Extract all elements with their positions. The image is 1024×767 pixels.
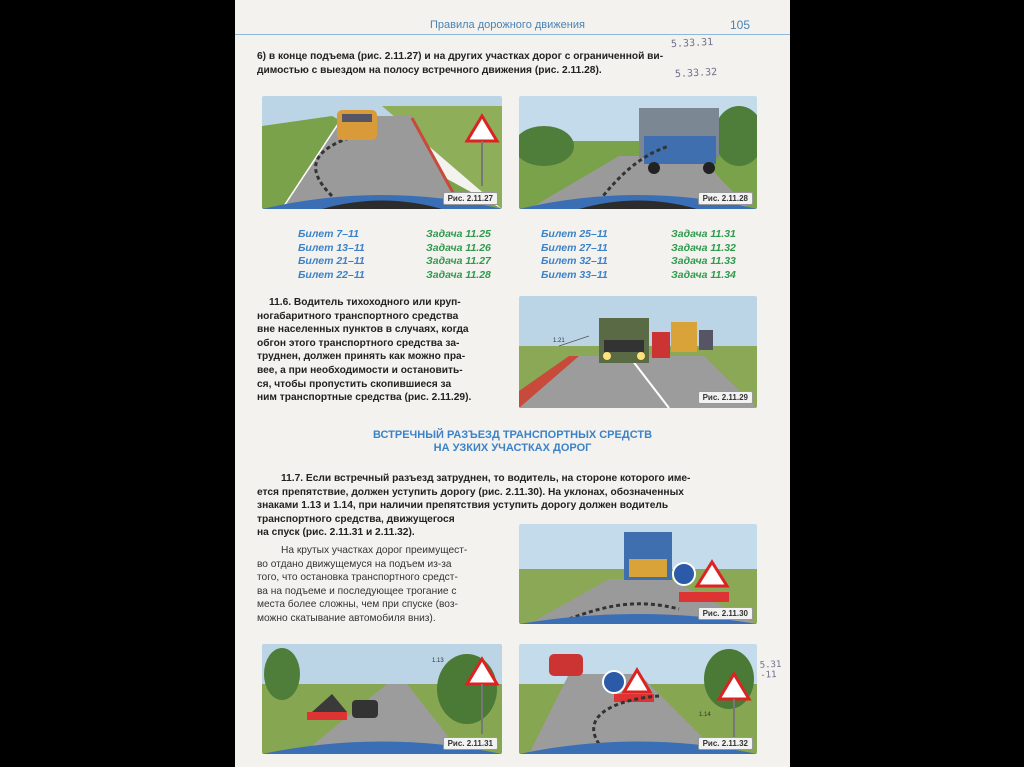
note-line: ва на подъеме и последующее трогание с [257, 585, 457, 597]
figure-2-11-27 [262, 96, 502, 209]
handwritten-note-1: 5.33.31 [670, 36, 714, 51]
task-link[interactable]: Задача 11.26 [426, 241, 491, 254]
task-link[interactable]: Задача 11.31 [671, 228, 736, 240]
ticket-row [541, 242, 751, 256]
ticket-link[interactable]: Билет 25–11 [541, 228, 608, 240]
ticket-row [298, 269, 508, 283]
ticket-row [541, 255, 751, 269]
sign-number-label: 1.14 [699, 712, 711, 718]
running-title: Правила дорожного движения [430, 19, 585, 31]
figure-2-11-31 [262, 644, 502, 754]
note-line: того, что остановка транспортного средст- [257, 572, 458, 584]
rule-line: ногабаритного транспортного средства [257, 310, 459, 322]
running-head [235, 18, 790, 35]
figure-caption: Рис. 2.11.27 [443, 192, 498, 205]
ticket-link[interactable]: Билет 32–11 [541, 255, 608, 267]
rule-line: 11.6. Водитель тихоходного или круп- [269, 297, 461, 308]
task-link[interactable]: Задача 11.25 [426, 228, 491, 240]
tickets-left [298, 228, 508, 282]
note-line: можно скатывание автомобиля вниз). [257, 612, 436, 624]
paragraph-6 [257, 50, 755, 77]
paragraph-6-line: димостью с выездом на полосу встречного движения (рис. 2.11.28). [257, 64, 602, 76]
task-link[interactable]: Задача 11.34 [671, 268, 736, 281]
rule-line: труднен, должен принять как можно пра- [257, 351, 466, 363]
handwritten-note-3: 5.31 -11 [759, 659, 782, 681]
figure-caption: Рис. 2.11.32 [698, 737, 753, 750]
figure-caption: Рис. 2.11.29 [698, 391, 753, 404]
rule-line: вее, а при необходимости и остановить- [257, 364, 463, 376]
section-heading [235, 429, 790, 455]
task-link[interactable]: Задача 11.28 [426, 268, 491, 281]
ticket-row [541, 228, 751, 242]
ticket-link[interactable]: Билет 7–11 [298, 228, 359, 240]
rule-line: обгон этого транспортного средства за- [257, 337, 460, 349]
figure-caption: Рис. 2.11.31 [443, 737, 498, 750]
tickets-right [541, 228, 751, 282]
ticket-link[interactable]: Билет 27–11 [541, 241, 608, 254]
ticket-link[interactable]: Билет 33–11 [541, 268, 608, 281]
rule-11-6 [257, 296, 502, 405]
paragraph-6-line: 6) в конце подъема (рис. 2.11.27) и на других участках дорог с ограниченной ви- [257, 51, 664, 62]
figure-2-11-29 [519, 296, 757, 408]
rule-line: на спуск (рис. 2.11.31 и 2.11.32). [257, 527, 415, 539]
task-link[interactable]: Задача 11.33 [671, 255, 736, 267]
ticket-link[interactable]: Билет 22–11 [298, 268, 365, 281]
ticket-row [298, 228, 508, 242]
figure-2-11-32 [519, 644, 757, 754]
figure-2-11-30 [519, 524, 757, 624]
rule-line: вне населенных пунктов в случаях, когда [257, 324, 469, 336]
task-link[interactable]: Задача 11.32 [671, 241, 736, 254]
book-page [235, 0, 790, 767]
rule-line: 11.7. Если встречный разъезд затруднен, то водитель, на стороне которого име- [281, 473, 691, 484]
section-heading-line: ВСТРЕЧНЫЙ РАЗЪЕЗД ТРАНСПОРТНЫХ СРЕДСТВ [372, 429, 653, 441]
page-number: 105 [729, 18, 750, 32]
note-line: места более сложны, чем при спуске (воз- [257, 599, 458, 611]
note-paragraph [257, 544, 507, 626]
ticket-link[interactable]: Билет 13–11 [298, 241, 365, 254]
figure-caption: Рис. 2.11.30 [698, 607, 753, 620]
figure-2-11-28 [519, 96, 757, 209]
rule-line: ся, чтобы пропустить скопившиеся за [257, 378, 452, 390]
task-link[interactable]: Задача 11.27 [426, 255, 491, 267]
section-heading-line: НА УЗКИХ УЧАСТКАХ ДОРОГ [433, 442, 592, 454]
rule-line: ется препятствие, должен уступить дорогу (рис. 2.11.30). На уклонах, обозначенных [257, 486, 684, 498]
ticket-link[interactable]: Билет 21–11 [298, 255, 365, 267]
figure-caption: Рис. 2.11.28 [698, 192, 753, 205]
note-line: На крутых участках дорог преимущест- [281, 545, 468, 556]
rule-line: знаками 1.13 и 1.14, при наличии препятствия уступить дорогу должен водитель [257, 500, 669, 512]
ticket-row [298, 242, 508, 256]
sign-number-label: 1.21 [553, 338, 565, 344]
ticket-row [541, 269, 751, 283]
ticket-row [298, 255, 508, 269]
rule-line: ним транспортные средства (рис. 2.11.29). [257, 392, 472, 404]
rule-line: транспортного средства, движущегося [257, 513, 455, 525]
sign-number-label: 1.13 [432, 658, 444, 664]
note-line: во отдано движущемуся на подъем из-за [257, 558, 452, 570]
handwritten-note-2: 5.33.32 [674, 66, 718, 81]
